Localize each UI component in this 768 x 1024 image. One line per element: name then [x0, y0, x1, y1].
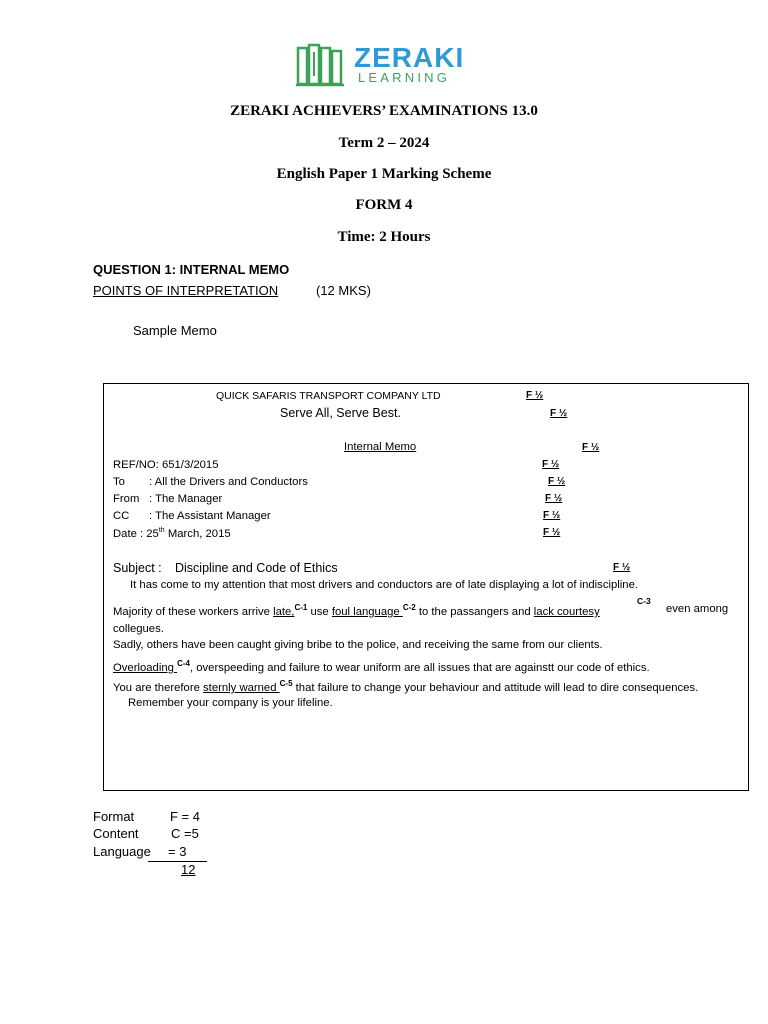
- memo-body-line-7: Remember your company is your lifeline.: [128, 697, 333, 709]
- from-value: : The Manager: [149, 493, 223, 505]
- cc-label: CC: [113, 510, 130, 522]
- logo-subtitle: LEARNING: [358, 70, 451, 85]
- content-mark: C-5: [279, 679, 293, 688]
- form-label: FORM 4: [355, 197, 413, 213]
- to-value: : All the Drivers and Conductors: [149, 476, 308, 488]
- company-name: QUICK SAFARIS TRANSPORT COMPANY LTD: [216, 390, 441, 402]
- memo-body-line-1: It has come to my attention that most drivers and conductors are of late displaying a lot of indiscipline.: [130, 579, 638, 591]
- content-value: C =5: [171, 826, 199, 841]
- memo-body-line-2: Majority of these workers arrive late,$^{C-1}$ use foul language $^{C-2}$ to the passangers and lack courtesy: [113, 603, 600, 618]
- question-title: QUESTION 1: INTERNAL MEMO: [93, 262, 290, 277]
- language-label: Language: [93, 844, 151, 859]
- to-label: To: [113, 476, 125, 488]
- format-label: Format: [93, 809, 135, 824]
- date-line: Date : 25th March, 2015: [113, 527, 231, 540]
- ref-number: REF/NO: 651/3/2015: [113, 459, 219, 471]
- zeraki-logo: [296, 42, 476, 88]
- memo-body-line-2-end: even among: [666, 603, 729, 615]
- time-label: Time: 2 Hours: [337, 229, 431, 245]
- exam-title: ZERAKI ACHIEVERS’ EXAMINATIONS 13.0: [230, 103, 538, 119]
- memo-body-line-3: collegues.: [113, 623, 164, 635]
- format-mark: F ½: [548, 476, 566, 487]
- books-icon: [296, 42, 348, 88]
- format-mark: F ½: [526, 390, 544, 401]
- format-value: F = 4: [170, 809, 200, 824]
- total-divider: [148, 861, 207, 862]
- total-value: 12: [181, 862, 196, 877]
- language-value: = 3: [168, 844, 187, 859]
- logo-brand: ZERAKI: [354, 42, 465, 73]
- content-mark: C-3: [637, 596, 651, 606]
- format-mark: F ½: [542, 459, 560, 470]
- subject-label: Subject :: [113, 561, 162, 575]
- format-mark: F ½: [545, 493, 563, 504]
- from-label: From: [113, 493, 140, 505]
- memo-body-line-6: You are therefore sternly warned $^{C-5}$ that failure to change your behaviour and attitude will lead to dire consequences.: [113, 679, 699, 694]
- company-motto: Serve All, Serve Best.: [280, 406, 401, 420]
- points-label: POINTS OF INTERPRETATION: [93, 283, 279, 298]
- content-mark: C-2: [402, 603, 416, 612]
- sample-memo-label: Sample Memo: [133, 323, 217, 338]
- format-mark: F ½: [543, 510, 561, 521]
- format-mark: F ½: [543, 527, 561, 538]
- content-label: Content: [93, 826, 139, 841]
- marks-label: (12 MKS): [316, 283, 371, 298]
- memo-box: [103, 383, 749, 791]
- content-mark: C-4: [177, 659, 190, 668]
- subject-value: Discipline and Code of Ethics: [175, 561, 338, 575]
- format-mark: F ½: [550, 408, 568, 419]
- content-mark: C-1: [294, 603, 308, 612]
- memo-body-line-5: Overloading $^{C-4}$, overspeeding and failure to wear uniform are all issues that are againstt our code of ethics.: [113, 659, 650, 674]
- format-mark: F ½: [582, 442, 600, 453]
- cc-value: : The Assistant Manager: [149, 510, 271, 522]
- term-label: Term 2 – 2024: [338, 135, 430, 151]
- memo-body-line-4: Sadly, others have been caught giving bribe to the police, and receiving the same from our clients.: [113, 639, 603, 651]
- format-mark: F ½: [613, 562, 631, 573]
- paper-title: English Paper 1 Marking Scheme: [276, 166, 492, 182]
- memo-title: Internal Memo: [344, 441, 417, 453]
